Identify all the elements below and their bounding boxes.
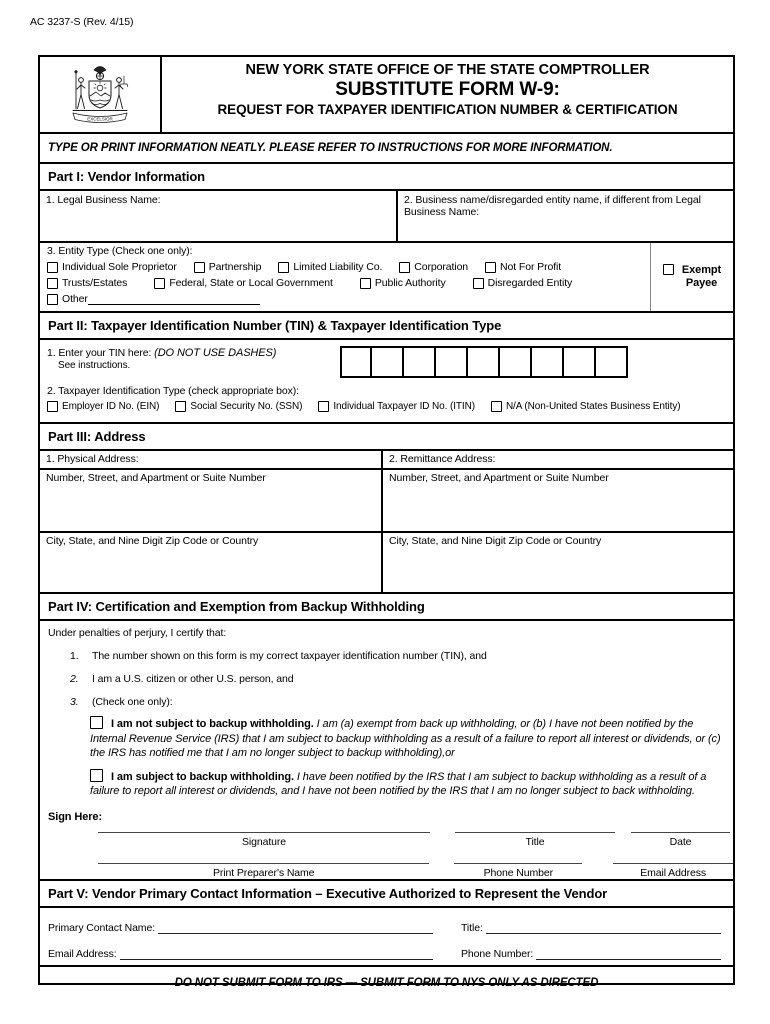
contact-email-line[interactable]: [120, 948, 433, 960]
certification-body: [40, 621, 733, 879]
cert-item-number: 1.: [70, 650, 79, 662]
physical-street-field[interactable]: [40, 470, 383, 531]
business-name-field[interactable]: [398, 191, 733, 241]
entity-option-label: Limited Liability Co.: [293, 261, 383, 273]
physical-address-label: 1. Physical Address:: [40, 451, 383, 468]
contact-phone-label: Phone Number:: [461, 947, 534, 960]
entity-option-label: Individual Sole Proprietor: [62, 261, 177, 273]
checkbox-itin[interactable]: [318, 401, 329, 412]
entity-option-disregarded-entity: [473, 277, 573, 289]
entity-option-label: Disregarded Entity: [487, 277, 573, 289]
entity-option-label: Other: [62, 293, 88, 305]
preparer-name-field: [98, 863, 429, 879]
part3-header: Part III: Address: [40, 422, 733, 451]
city-label: City, State, and Nine Digit Zip Code or Country: [389, 535, 602, 547]
contact-title-label: Title:: [461, 921, 483, 934]
cert-item-1: [70, 650, 733, 662]
title-cell: [162, 57, 733, 132]
part2-header: Part II: Taxpayer Identification Number (TIN) & Taxpayer Identification Type: [40, 311, 733, 340]
title-field: [455, 832, 615, 848]
checkbox-partnership[interactable]: [194, 262, 205, 273]
entity-option-label: Not For Profit: [500, 261, 562, 273]
title-line[interactable]: [455, 832, 615, 833]
primary-contact-name-line[interactable]: [158, 922, 433, 934]
email-address-line[interactable]: [613, 863, 733, 864]
agency-name: NEW YORK STATE OFFICE OF THE STATE COMPTROLLER: [245, 62, 650, 78]
checkbox-not-for-profit[interactable]: [485, 262, 496, 273]
entity-option-llc: [278, 261, 382, 273]
preparer-name-line[interactable]: [98, 863, 429, 864]
entity-option-public-authority: [360, 277, 446, 289]
form-number: AC 3237-S (Rev. 4/15): [30, 16, 134, 28]
form-subtitle: REQUEST FOR TAXPAYER IDENTIFICATION NUMBER & CERTIFICATION: [217, 102, 678, 117]
phone-number-field: [454, 863, 582, 879]
checkbox-individual-sole-proprietor[interactable]: [47, 262, 58, 273]
entity-option-label: Corporation: [414, 261, 469, 273]
checkbox-corporation[interactable]: [399, 262, 410, 273]
tin-type-option-label: N/A (Non-United States Business Entity): [505, 401, 681, 412]
checkbox-not-subject-withholding[interactable]: [90, 716, 103, 729]
checkbox-government[interactable]: [154, 278, 165, 289]
sign-here-label: Sign Here:: [48, 810, 103, 823]
date-label: Date: [669, 835, 692, 848]
checkbox-llc[interactable]: [278, 262, 289, 273]
street-label: Number, Street, and Apartment or Suite Number: [46, 472, 266, 484]
entity-option-label: Trusts/Estates: [62, 277, 128, 289]
tin-enter-label: 1. Enter your TIN here:: [47, 347, 152, 359]
primary-contact-name-field: [48, 922, 433, 934]
tin-labels: [47, 340, 340, 378]
cert-item-text: (Check one only):: [92, 696, 173, 708]
remittance-address-label: 2. Remittance Address:: [389, 453, 496, 465]
checkbox-disregarded-entity[interactable]: [473, 278, 484, 289]
business-name-label: 2. Business name/disregarded entity name, if different from Legal Business Name:: [404, 194, 701, 218]
option-bold-text: I am subject to backup withholding.: [111, 770, 294, 783]
address-label-row: [40, 451, 733, 468]
form-title: SUBSTITUTE FORM W-9:: [335, 79, 560, 100]
tin-type-option-label: Employer ID No. (EIN): [62, 401, 160, 412]
perjury-line: Under penalties of perjury, I certify that:: [48, 627, 227, 639]
tin-box[interactable]: [468, 346, 500, 378]
phone-number-line[interactable]: [454, 863, 582, 864]
legal-business-name-field[interactable]: [40, 191, 398, 241]
cert-item-2: [70, 673, 733, 685]
option-subject-backup-withholding: [90, 769, 723, 799]
tin-row: [40, 340, 733, 422]
tin-type-option-label: Individual Taxpayer ID No. (ITIN): [333, 401, 475, 412]
tin-input-boxes[interactable]: [340, 346, 628, 378]
email-address-field: [613, 863, 733, 879]
email-address-label: Email Address: [640, 866, 706, 879]
exempt-payee-label: Exempt Payee: [681, 264, 722, 289]
checkbox-na-non-us[interactable]: [491, 401, 502, 412]
tin-note: See instructions.: [58, 360, 131, 371]
tin-box[interactable]: [564, 346, 596, 378]
part5-header: Part V: Vendor Primary Contact Information – Executive Authorized to Represent the Vendor: [40, 879, 733, 908]
option-detail-text: I am (a) exempt from back up withholding, or (b) I have not been notified by the Internal Revenue Service (IRS) that I am subject to backup withholding as a result of a failure to report all interest or dividends, or (c) the IRS has notified me that I am no longer subject to backup withholding),or: [90, 718, 721, 759]
contact-email-field: [48, 948, 433, 960]
tin-box[interactable]: [404, 346, 436, 378]
legal-business-name-label: 1. Legal Business Name:: [46, 194, 161, 206]
entity-option-government: [154, 277, 333, 289]
form-box: [38, 55, 735, 989]
part1-name-row: [40, 191, 733, 241]
address-street-row: [40, 468, 733, 531]
tin-type-itin: [318, 401, 475, 412]
signature-label: Signature: [241, 835, 287, 848]
checkbox-ssn[interactable]: [175, 401, 186, 412]
street-label: Number, Street, and Apartment or Suite Number: [389, 472, 609, 484]
do-not-submit-banner: DO NOT SUBMIT FORM TO IRS — SUBMIT FORM TO NYS ONLY AS DIRECTED: [40, 965, 733, 999]
primary-contact-body: [40, 908, 733, 965]
tin-type-option-label: Social Security No. (SSN): [190, 401, 303, 412]
checkbox-trusts-estates[interactable]: [47, 278, 58, 289]
address-city-row: [40, 531, 733, 592]
part4-header: Part IV: Certification and Exemption from Backup Withholding: [40, 592, 733, 621]
seal-motto: EXCELSIOR: [87, 116, 113, 121]
cert-item-number: 3.: [70, 696, 79, 708]
entity-option-other: [47, 293, 88, 305]
exempt-payee-cell: [650, 243, 733, 311]
entity-type-row: [40, 241, 733, 311]
tin-type-na: [491, 401, 681, 412]
tin-type-ein: [47, 401, 159, 412]
physical-city-field[interactable]: [40, 533, 383, 592]
tin-type-ssn: [175, 401, 302, 412]
option-detail-text: I have been notified by the IRS that I am subject to backup withholding as a result of a failure to report all interest or dividends, and I have not been notified by the IRS that I am no longer subject to back withholding.: [90, 770, 707, 797]
primary-contact-name-label: Primary Contact Name:: [48, 921, 156, 934]
tin-box[interactable]: [596, 346, 628, 378]
entity-option-corporation: [399, 261, 468, 273]
checkbox-exempt-payee[interactable]: [663, 264, 674, 275]
entity-option-not-for-profit: [485, 261, 561, 273]
instruction-banner: TYPE OR PRINT INFORMATION NEATLY. PLEASE REFER TO INSTRUCTIONS FOR MORE INFORMATION.: [40, 132, 733, 162]
tin-warning: (DO NOT USE DASHES): [154, 347, 277, 359]
other-entity-input-line[interactable]: [88, 294, 260, 305]
contact-phone-field: [461, 948, 721, 960]
contact-title-line[interactable]: [486, 922, 721, 934]
cert-item-3: [70, 696, 733, 708]
checkbox-other[interactable]: [47, 294, 58, 305]
entity-type-label: 3. Entity Type (Check one only):: [47, 245, 193, 257]
tin-type-label: 2. Taxpayer Identification Type (check appropriate box):: [47, 385, 299, 397]
remittance-city-field[interactable]: [383, 533, 733, 592]
contact-title-field: [461, 922, 721, 934]
checkbox-public-authority[interactable]: [360, 278, 371, 289]
date-field: [631, 832, 730, 848]
entity-option-partnership: [194, 261, 262, 273]
tin-box[interactable]: [532, 346, 564, 378]
entity-type-options: [40, 243, 650, 311]
entity-option-label: Partnership: [208, 261, 262, 273]
contact-phone-line[interactable]: [536, 948, 721, 960]
option-not-subject-backup-withholding: [90, 716, 723, 761]
tin-box[interactable]: [372, 346, 404, 378]
checkbox-subject-withholding[interactable]: [90, 769, 103, 782]
entity-option-trusts-estates: [47, 277, 127, 289]
seal-cell: [40, 57, 162, 132]
remittance-street-field[interactable]: [383, 470, 733, 531]
phone-number-label: Phone Number: [483, 866, 554, 879]
entity-option-label: Public Authority: [374, 277, 446, 289]
entity-option-label: Federal, State or Local Government: [169, 277, 333, 289]
title-label: Title: [525, 835, 545, 848]
tin-box[interactable]: [340, 346, 372, 378]
checkbox-ein[interactable]: [47, 401, 58, 412]
cert-item-text: The number shown on this form is my correct taxpayer identification number (TIN), and: [92, 650, 487, 662]
option-bold-text: I am not subject to backup withholding.: [111, 718, 314, 730]
signature-line[interactable]: [98, 832, 430, 833]
preparer-name-label: Print Preparer's Name: [212, 866, 315, 879]
city-label: City, State, and Nine Digit Zip Code or Country: [46, 535, 259, 547]
cert-item-number: 2.: [70, 673, 79, 685]
tin-box[interactable]: [436, 346, 468, 378]
cert-item-text: I am a U.S. citizen or other U.S. person, and: [92, 673, 294, 685]
signature-field: [98, 832, 430, 848]
tin-box[interactable]: [500, 346, 532, 378]
entity-option-individual-sole-proprietor: [47, 261, 177, 273]
form-header: [40, 57, 733, 132]
date-line[interactable]: [631, 832, 730, 833]
ny-coat-of-arms-icon: [53, 63, 147, 127]
part1-header: Part I: Vendor Information: [40, 162, 733, 191]
contact-email-label: Email Address:: [48, 947, 117, 960]
